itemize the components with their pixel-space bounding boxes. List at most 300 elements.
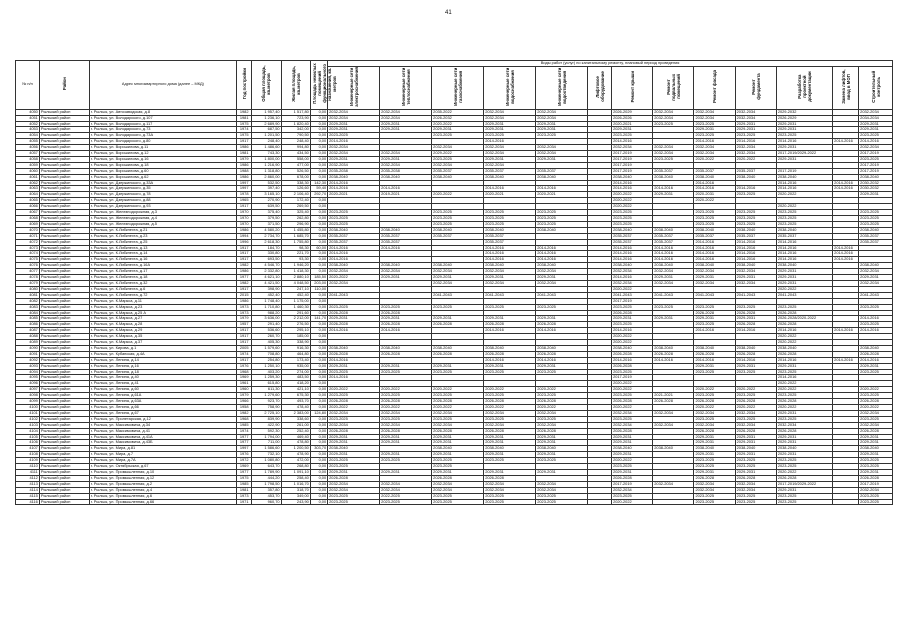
work-period-cell: 2020-2022	[735, 405, 776, 411]
total-area-cell: 397,40	[252, 186, 281, 192]
address-cell: г. Рыльск, ул. Ворошилова, д.18	[89, 162, 236, 168]
work-period-cell: 2029-2031	[484, 452, 536, 458]
work-period-cell: 2029-2031	[859, 192, 893, 198]
work-period-cell: 2023-2025	[735, 369, 776, 375]
work-period-cell: 2029-2031	[859, 452, 893, 458]
living-area-cell: 296,90	[281, 221, 310, 227]
work-period-cell: 2032-2034	[484, 162, 536, 168]
work-period-cell: 2023-2025	[859, 210, 893, 216]
address-cell: г. Рыльск, ул. К.Либкнехта, д.16	[89, 257, 236, 263]
work-period-cell: 2023-2025	[694, 369, 735, 375]
total-area-cell: 1 794,00	[252, 434, 281, 440]
work-period-cell: 2035-2022	[432, 109, 484, 115]
row-number-cell: 4085	[16, 316, 40, 322]
work-period-cell: 2029-2032	[776, 109, 832, 115]
work-period-cell: 2023-2025	[612, 210, 653, 216]
work-period-cell: 2014-2016	[694, 239, 735, 245]
year-built-cell: 1979	[237, 393, 252, 399]
living-area-cell: 477,00	[281, 162, 310, 168]
row-number-cell: 4113	[16, 481, 40, 487]
year-built-cell: 1957	[237, 322, 252, 328]
work-period-cell: 2023-2025	[432, 210, 484, 216]
nonliving-area-cell: 0,00	[310, 334, 327, 340]
total-area-cell: 743,30	[252, 151, 281, 157]
total-area-cell: 2 734,70	[252, 233, 281, 239]
work-period-cell: 2023-2025	[380, 369, 432, 375]
work-period-cell: 2032-2034	[536, 269, 588, 275]
header-district: Район	[39, 61, 89, 110]
work-period-cell: 2023-2025	[859, 416, 893, 422]
work-period-cell: 2026-2028	[776, 322, 832, 328]
work-period-cell: 2038-2040	[380, 345, 432, 351]
work-period-cell: 2014-2016	[833, 251, 859, 257]
work-period-cell: 2017-2019/2029-2022	[776, 151, 832, 157]
header-work-type: Инженерные сети теплоснабжения	[380, 66, 432, 109]
work-period-cell: 2023-2025	[536, 216, 588, 222]
nonliving-area-cell: 0,00	[310, 351, 327, 357]
work-period-cell: 2020-2022	[776, 286, 832, 292]
address-cell: г. Рыльск, ул. Максимовича, д.43Б	[89, 440, 236, 446]
nonliving-area-cell: 0,00	[310, 156, 327, 162]
district-cell: Рыльский район	[39, 221, 89, 227]
row-number-cell: 4107	[16, 446, 40, 452]
work-period-cell: 2023-2025	[612, 369, 653, 375]
work-period-cell: 2023-2025	[735, 221, 776, 227]
living-area-cell: 295,10	[281, 328, 310, 334]
work-period-cell: 2029-2031	[328, 452, 380, 458]
work-period-cell: 2038-2040	[653, 263, 694, 269]
work-period-cell: 2029-2031	[612, 452, 653, 458]
living-area-cell: 276,50	[281, 322, 310, 328]
work-period-cell: 2029-2031	[380, 156, 432, 162]
district-cell: Рыльский район	[39, 133, 89, 139]
work-period-cell: 2038-2040	[735, 263, 776, 269]
work-period-cell: 2035-2037	[536, 168, 588, 174]
work-period-cell: 2038-2040	[653, 227, 694, 233]
district-cell: Рыльский район	[39, 257, 89, 263]
work-period-cell: 2038-2040	[859, 227, 893, 233]
work-period-cell: 2023-2025	[432, 216, 484, 222]
work-period-cell: 2023-2025	[328, 493, 380, 499]
work-period-cell: 2038-2040	[735, 345, 776, 351]
work-period-cell: 2032-2034	[328, 481, 380, 487]
district-cell: Рыльский район	[39, 334, 89, 340]
work-period-cell: 2035-2038	[328, 168, 380, 174]
work-period-cell: 2026-2028	[694, 475, 735, 481]
year-built-cell: 2015	[237, 292, 252, 298]
work-period-cell: 2014-2016	[694, 328, 735, 334]
address-cell: г. Рыльск, ул. Володарского, д.73А	[89, 133, 236, 139]
work-period-cell: 2029-2031	[612, 440, 653, 446]
work-period-cell: 2023-2025	[432, 133, 484, 139]
living-area-cell: 2 880,10	[281, 275, 310, 281]
work-period-cell: 2038-2040	[859, 446, 893, 452]
district-cell: Рыльский район	[39, 440, 89, 446]
nonliving-area-cell: 0,00	[310, 204, 327, 210]
work-period-cell: 2014-2016	[694, 180, 735, 186]
work-period-cell: 2023-2025	[328, 221, 380, 227]
work-period-cell: 2029-2031	[536, 452, 588, 458]
address-cell: г. Рыльск, ул. К.Маркса, д.27	[89, 316, 236, 322]
work-period-cell: 2032-2034	[694, 481, 735, 487]
work-period-cell: 2038-2040	[536, 227, 588, 233]
row-number-cell: 4102	[16, 416, 40, 422]
total-area-cell: 643,70	[252, 464, 281, 470]
row-number-cell: 4096	[16, 381, 40, 387]
district-cell: Рыльский район	[39, 245, 89, 251]
row-number-cell: 4062	[16, 180, 40, 186]
work-period-cell: 2026-2028	[380, 428, 432, 434]
work-period-cell: 2029-2031	[694, 440, 735, 446]
work-period-cell: 2029-2031	[735, 452, 776, 458]
living-area-cell: 935,00	[281, 363, 310, 369]
work-period-cell: 2023-2025	[328, 499, 380, 505]
work-period-cell: 2026-2032	[432, 115, 484, 121]
work-period-cell: 2023-2025	[735, 493, 776, 499]
work-period-cell: 2029-2031	[536, 434, 588, 440]
work-period-cell: 2032-2034	[432, 481, 484, 487]
work-period-cell: 2029-2031	[536, 469, 588, 475]
work-period-cell: 2023-2025	[776, 210, 832, 216]
year-built-cell: 1978	[237, 192, 252, 198]
district-cell: Рыльский район	[39, 351, 89, 357]
year-built-cell: 1917	[237, 340, 252, 346]
work-period-cell: 2023-2025	[859, 322, 893, 328]
work-period-cell: 2029-2031	[328, 156, 380, 162]
work-period-cell: 2032-2034	[484, 280, 536, 286]
total-area-cell: 592,30	[252, 428, 281, 434]
address-cell: г. Рыльск, ул. К.Либкнехта, д.16А	[89, 263, 236, 269]
living-area-cell: 338,30	[281, 180, 310, 186]
work-period-cell: 2020-2022	[735, 387, 776, 393]
work-period-cell: 2032-2034	[328, 280, 380, 286]
work-period-cell: 2029-2031	[328, 127, 380, 133]
nonliving-area-cell: 0,00	[310, 292, 327, 298]
living-area-cell: 248,40	[281, 139, 310, 145]
address-cell: г. Рыльск, ул. К.Либкнехта, д.13	[89, 245, 236, 251]
work-period-cell: 2023-2025	[484, 369, 536, 375]
living-area-cell: 185,00	[281, 334, 310, 340]
district-cell: Рыльский район	[39, 399, 89, 405]
work-period-cell: 2030-2032	[859, 186, 893, 192]
work-period-cell: 2014-2016	[694, 357, 735, 363]
work-period-cell: 2014-2016	[833, 186, 859, 192]
living-area-cell: 472,00	[281, 458, 310, 464]
total-area-cell: 1 748,40	[252, 298, 281, 304]
work-period-cell: 2026-2028	[735, 428, 776, 434]
work-period-cell: 2029-2031	[380, 452, 432, 458]
row-number-cell: 4082	[16, 298, 40, 304]
living-area-cell: 2 106,40	[281, 192, 310, 198]
work-period-cell: 2026-2028	[694, 310, 735, 316]
work-period-cell: 2023-2025	[694, 458, 735, 464]
work-period-cell: 2029-2031	[328, 121, 380, 127]
work-period-cell: 2026-2028	[776, 428, 832, 434]
living-area-cell: 268,80	[281, 464, 310, 470]
work-period-cell: 2032-2034	[328, 115, 380, 121]
work-period-cell: 2014-2016	[380, 328, 432, 334]
district-cell: Рыльский район	[39, 298, 89, 304]
work-period-cell: 2020-2022	[484, 387, 536, 393]
year-built-cell: 1974	[237, 428, 252, 434]
work-period-cell: 2017-2019	[612, 156, 653, 162]
year-built-cell: 1982	[237, 280, 252, 286]
address-cell: г. Рыльск, ул. Автозаводская, д.8	[89, 109, 236, 115]
work-period-cell: 2014-2016	[536, 357, 588, 363]
work-period-cell: 2038-2040	[776, 345, 832, 351]
work-period-cell: 2029-2031	[484, 127, 536, 133]
address-cell: г. Рыльск, ул. Ленина, д.41	[89, 381, 236, 387]
work-period-cell: 2014-2016	[328, 186, 380, 192]
row-number-cell: 4055	[16, 139, 40, 145]
living-area-cell: 916,30	[281, 345, 310, 351]
work-period-cell: 2026-2028	[735, 322, 776, 328]
work-period-cell: 2014-2016	[653, 186, 694, 192]
work-period-cell: 2014-2016	[653, 245, 694, 251]
work-period-cell: 2032-2034	[653, 481, 694, 487]
total-area-cell: 1 279,60	[252, 393, 281, 399]
work-period-cell: 2017-2019	[776, 168, 832, 174]
row-number-cell: 4099	[16, 399, 40, 405]
work-period-cell: 2029-2031	[735, 469, 776, 475]
work-period-cell: 2035-2037	[380, 233, 432, 239]
row-number-cell: 4101	[16, 410, 40, 416]
work-period-cell: 2029-2031	[432, 440, 484, 446]
work-period-cell: 2017-2019/2029-2022	[776, 481, 832, 487]
year-built-cell: 1917	[237, 334, 252, 340]
work-period-cell: 2032-2034	[653, 109, 694, 115]
nonliving-area-cell: 0,00	[310, 464, 327, 470]
work-period-cell: 2032-2034	[735, 280, 776, 286]
work-period-cell: 2023-2025	[536, 210, 588, 216]
total-area-cell: 184,70	[252, 245, 281, 251]
work-period-cell: 2014-2016	[612, 139, 653, 145]
work-period-cell: 2020-2022	[328, 275, 380, 281]
row-number-cell: 4074	[16, 251, 40, 257]
work-period-cell: 2014-2016	[612, 245, 653, 251]
work-period-cell: 2020-2022	[859, 387, 893, 393]
district-cell: Рыльский район	[39, 233, 89, 239]
district-cell: Рыльский район	[39, 216, 89, 222]
work-period-cell: 2032-2034	[536, 487, 588, 493]
address-cell: г. Рыльск, ул. К.Либкнехта, д.21	[89, 227, 236, 233]
work-period-cell: 2026-2028	[859, 351, 893, 357]
nonliving-area-cell: 60,00	[310, 245, 327, 251]
work-period-cell: 2032-2034	[432, 269, 484, 275]
work-period-cell: 2023-2025	[328, 133, 380, 139]
work-period-cell: 2023-2025	[536, 499, 588, 505]
work-period-cell: 2026-2028	[612, 351, 653, 357]
capital-repair-table	[15, 60, 893, 505]
work-period-cell: 2020-2022	[612, 499, 653, 505]
year-built-cell: 1975	[237, 121, 252, 127]
row-number-cell: 4112	[16, 475, 40, 481]
total-area-cell: 1 250,10	[252, 363, 281, 369]
address-cell: г. Рыльск, ул. Промышленная, д.4	[89, 487, 236, 493]
work-period-cell: 2035-2037	[694, 233, 735, 239]
row-number-cell: 4097	[16, 387, 40, 393]
work-period-cell: 2035-2037	[484, 239, 536, 245]
work-period-cell: 2014-2016	[612, 186, 653, 192]
work-period-cell: 2032-2034	[735, 422, 776, 428]
work-period-cell: 2023-2025	[776, 464, 832, 470]
work-period-cell: 2014-2016	[776, 328, 832, 334]
row-number-cell: 4083	[16, 304, 40, 310]
nonliving-area-cell: 0,00	[310, 375, 327, 381]
work-period-cell: 2026-2028	[380, 322, 432, 328]
address-cell: г. Рыльск, ул. Октябрьская, д.67	[89, 464, 236, 470]
total-area-cell: 270,90	[252, 198, 281, 204]
district-cell: Рыльский район	[39, 475, 89, 481]
work-period-cell: 2023-2025	[859, 304, 893, 310]
row-number-cell: 4066	[16, 204, 40, 210]
work-period-cell: 2020-2021	[328, 192, 380, 198]
header-address: Адрес многоквартирного дома (далее – МКД)	[89, 61, 236, 110]
row-number-cell: 4086	[16, 322, 40, 328]
row-number-cell: 4068	[16, 216, 40, 222]
work-period-cell: 2026-2028	[859, 475, 893, 481]
year-built-cell: 2005	[237, 345, 252, 351]
work-period-cell: 2014-2016	[536, 251, 588, 257]
work-period-cell: 2032-2034	[859, 109, 893, 115]
work-period-cell: 2020-2022	[776, 340, 832, 346]
work-period-cell: 2041-2043	[694, 292, 735, 298]
work-period-cell: 2032-2034	[859, 487, 893, 493]
address-cell: г. Рыльск, ул. К.Маркса, д.11	[89, 298, 236, 304]
total-area-cell: 4 546,70	[252, 263, 281, 269]
total-area-cell: 615,80	[252, 381, 281, 387]
work-period-cell: 2014-2016	[484, 328, 536, 334]
work-period-cell: 2014-2016	[833, 180, 859, 186]
nonliving-area-cell: 0,00	[310, 269, 327, 275]
address-cell: г. Рыльск, ул. Пролетарская, д.12	[89, 416, 236, 422]
district-cell: Рыльский район	[39, 115, 89, 121]
work-period-cell: 2032-2034	[380, 269, 432, 275]
district-cell: Рыльский район	[39, 434, 89, 440]
total-area-cell: 403,20	[252, 369, 281, 375]
work-period-cell: 2023-2025	[380, 416, 432, 422]
work-period-cell: 2023-2025	[328, 369, 380, 375]
address-cell: г. Рыльск, ул. Ворошилова, д.60	[89, 168, 236, 174]
year-built-cell: 1977	[237, 440, 252, 446]
row-number-cell: 4058	[16, 156, 40, 162]
work-period-cell: 2026-2028	[653, 351, 694, 357]
work-period-cell: 2026-2029	[612, 109, 653, 115]
row-number-cell: 4092	[16, 357, 40, 363]
work-period-cell: 2041-2043	[735, 292, 776, 298]
total-area-cell: 398,90	[252, 286, 281, 292]
living-area-cell: 1 685,70	[281, 233, 310, 239]
work-period-cell: 2023-2025	[484, 133, 536, 139]
work-period-cell: 2032-2034	[694, 151, 735, 157]
district-cell: Рыльский район	[39, 393, 89, 399]
work-period-cell: 2026-2028	[432, 428, 484, 434]
work-period-cell: 2026-2028	[653, 399, 694, 405]
work-period-cell: 2038-2040	[328, 263, 380, 269]
living-area-cell: 243,90	[281, 499, 310, 505]
work-period-cell: 2032-2034	[432, 422, 484, 428]
living-area-cell: 790,50	[281, 133, 310, 139]
work-period-cell: 2032-2034	[536, 145, 588, 151]
work-period-cell: 2023-2025	[859, 464, 893, 470]
row-number-cell: 4084	[16, 310, 40, 316]
work-period-cell: 2023-2025	[735, 304, 776, 310]
living-area-cell: 349,00	[281, 493, 310, 499]
row-number-cell: 4081	[16, 292, 40, 298]
work-period-cell: 2014-2016	[484, 357, 536, 363]
district-cell: Рыльский район	[39, 269, 89, 275]
work-period-cell: 2026-2026	[612, 115, 653, 121]
row-number-cell: 4060	[16, 168, 40, 174]
work-period-cell: 2023-2025	[484, 499, 536, 505]
work-period-cell: 2029-2031	[735, 316, 776, 322]
work-period-cell: 2038-2040	[536, 446, 588, 452]
work-period-cell: 2038-2040	[859, 174, 893, 180]
header-living-area: Жилая площадь, кв.метров	[281, 61, 310, 110]
work-period-cell: 2026-2028	[735, 399, 776, 405]
nonliving-area-cell: 0,00	[310, 168, 327, 174]
district-cell: Рыльский район	[39, 192, 89, 198]
work-period-cell: 2023-2025	[432, 458, 484, 464]
work-period-cell: 2038-2040	[432, 174, 484, 180]
work-period-cell: 2038-2040	[432, 345, 484, 351]
work-period-cell: 2023-2025	[735, 499, 776, 505]
work-period-cell: 2026-2028	[484, 351, 536, 357]
work-period-cell: 2014-2016	[776, 257, 832, 263]
work-period-cell: 2026-2028	[328, 322, 380, 328]
work-period-cell: 2020-2022	[484, 405, 536, 411]
work-period-cell: 2026-2028	[694, 399, 735, 405]
work-period-cell: 2029-2031	[653, 316, 694, 322]
work-period-cell: 2020-2022	[612, 381, 653, 387]
work-period-cell: 2026-2028	[432, 475, 484, 481]
work-period-cell: 2038-2040	[484, 263, 536, 269]
work-period-cell: 2029-2031	[735, 440, 776, 446]
living-area-cell: 126,60	[281, 186, 310, 192]
district-cell: Рыльский район	[39, 481, 89, 487]
work-period-cell: 2014-2016	[776, 186, 832, 192]
district-cell: Рыльский район	[39, 204, 89, 210]
work-period-cell: 2032-2034	[328, 162, 380, 168]
work-period-cell: 2038-2040	[380, 174, 432, 180]
work-period-cell: 2023-2025	[484, 458, 536, 464]
row-number-cell: 4088	[16, 334, 40, 340]
nonliving-area-cell: 0,00	[310, 216, 327, 222]
work-period-cell: 2014-2016	[328, 251, 380, 257]
row-number-cell: 4111	[16, 469, 40, 475]
nonliving-area-cell: 0,00	[310, 227, 327, 233]
row-number-cell: 4100	[16, 405, 40, 411]
work-period-cell: 2029-2031	[776, 121, 832, 127]
year-built-cell: 1986	[237, 174, 252, 180]
work-period-cell: 2035-2037	[612, 233, 653, 239]
total-area-cell: 708,80	[252, 351, 281, 357]
work-period-cell: 2023-2025	[536, 221, 588, 227]
work-period-cell: 2020-2022	[694, 405, 735, 411]
address-cell: г. Рыльск, ул. Ленина, д.66	[89, 405, 236, 411]
living-area-cell: 4 048,50	[281, 280, 310, 286]
work-period-cell: 2026-2028	[536, 351, 588, 357]
nonliving-area-cell: 110,00	[310, 286, 327, 292]
nonliving-area-cell: 0,00	[310, 369, 327, 375]
work-period-cell: 2023-2025	[432, 304, 484, 310]
work-period-cell: 2026-2029	[776, 115, 832, 121]
nonliving-area-cell: 0,00	[310, 121, 327, 127]
year-built-cell: 1981	[237, 487, 252, 493]
year-built-cell: 1969	[237, 375, 252, 381]
work-period-cell: 2032-2034	[735, 151, 776, 157]
work-period-cell: 2032-2034	[328, 487, 380, 493]
